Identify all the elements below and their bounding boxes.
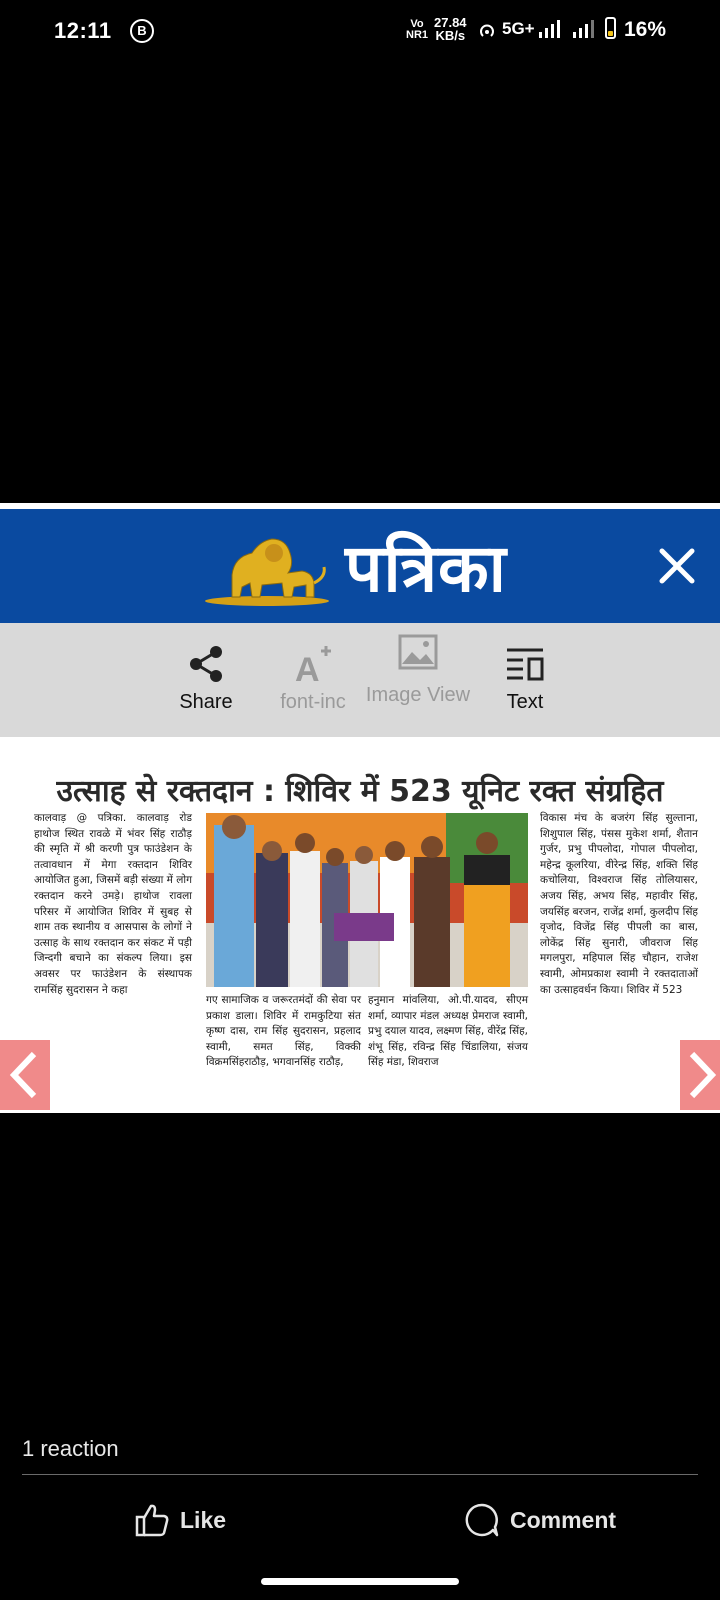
epaper-viewer xyxy=(0,503,720,1113)
battery-icon xyxy=(605,17,616,39)
signal-icon-2 xyxy=(572,20,596,38)
share-label: Share xyxy=(179,691,233,713)
article-column-1: कालवाड़ @ पत्रिका. कालवाड़ रोड हाथोज स्थित रावळे में भंवर सिंह राठौड़ की स्मृति में श्री करणी पुत्र फाउंडेशन के तत्वावधान में मेगा रक्तदान शिविर आयोजित हुआ, जिसमें बड़ी संख्या में लोग रक्तदान करने उमड़े। हाथोज रावला परिसर में आयोजित शिविर में सुबह से शाम तक स्थानीय व आसपास के लोगों ने उत्साह के साथ रक्तदान कर संकट में पड़ी जिन्दगी बचाने का संकल्प लिया। इस अवसर पर फाउंडेशन के संस्थापक रामसिंह सुदरासन ने कहा xyxy=(34,812,193,996)
volte-bottom: NR1 xyxy=(406,29,429,41)
b-badge-icon: B xyxy=(130,19,154,43)
comment-label: Comment xyxy=(510,1506,617,1533)
text-label: Text xyxy=(506,691,544,713)
network-speed xyxy=(434,16,467,42)
article-photo xyxy=(206,813,528,987)
reaction-count[interactable]: 1 reaction xyxy=(22,1436,119,1461)
footer-divider xyxy=(22,1474,698,1475)
font-inc-label: font-inc xyxy=(280,691,346,713)
image-view-label: Image View xyxy=(365,684,471,706)
speed-value: 27.84 xyxy=(434,15,467,30)
close-icon[interactable] xyxy=(652,541,702,591)
viewer-top-border xyxy=(0,503,720,507)
article-column-4: विकास मंच के बजरंग सिंह सुल्ताना, शिशुपाल सिंह, पंसस मुकेश शर्मा, शैतान गुर्जर, प्रभु पीपलोदा, गोपाल पीपलोदा, महेन्द्र कूलरिया, वीरेन्द्र सिंह, शक्ति सिंह कचोलिया, विश्वराज सिंह तोलियासर, अजय सिंह, अभय सिंह, महावीर सिंह, जयसिंह बरजन, राजेंद्र शर्मा, कुलदीप सिंह वृजोद, विजेंद्र सिंह पीपली का बास, लोकेंद्र सिंह सुनारी, जीवराज सिंह मगलपुरा, महिपाल सिंह चौहान, राजेश स्वामी, ओमप्रकाश स्वामी ने रक्तदाताओं का उत्साहवर्धन किया। शिविर में 523 xyxy=(540,812,698,996)
text-view-icon xyxy=(505,647,545,681)
network-type: 5G+ xyxy=(502,19,535,38)
hotspot-icon xyxy=(478,22,496,40)
share-icon xyxy=(188,645,224,683)
article-column-2: गए सामाजिक व जरूरतमंदों की सेवा पर प्रकाश डाला। शिविर में रामकुटिया संत कृष्ण दास, राम सिंह सुदरासन, प्रहलाद स्वामी, समत सिंह, विक्की विक्रमसिंहराठौड़, भगवानसिंह राठौड़, xyxy=(206,994,361,1069)
article-headline: उत्साह से रक्तदान : शिविर में 523 यूनिट रक्त संग्रहित xyxy=(56,774,664,809)
article-clip xyxy=(0,737,720,1113)
comment-icon xyxy=(464,1502,500,1538)
volte-top: Vo xyxy=(410,18,424,30)
home-indicator[interactable] xyxy=(261,1578,459,1585)
thumbs-up-icon xyxy=(134,1502,170,1538)
signal-icon xyxy=(538,20,562,38)
speed-unit: KB/s xyxy=(435,28,466,43)
brand-header xyxy=(0,509,720,623)
status-bar xyxy=(0,0,720,62)
image-view-button[interactable] xyxy=(358,623,478,737)
share-button[interactable] xyxy=(146,623,266,737)
svg-text:A: A xyxy=(295,651,320,689)
article-column-3: हनुमान मांवलिया, ओ.पी.यादव, सीएम शर्मा, व्यापार मंडल अध्यक्ष प्रेमराज स्वामी, प्रभु दयाल यादव, लक्ष्मण सिंह, वीरेंद्र सिंह, शंभू सिंह, रविन्द्र सिंह चिंडालिया, संजय सिंह मंडा, शिवराज xyxy=(368,994,528,1069)
image-icon xyxy=(398,634,438,670)
comment-button[interactable] xyxy=(464,1500,616,1540)
like-label: Like xyxy=(180,1506,227,1533)
chevron-left-icon xyxy=(0,1040,50,1110)
font-increase-icon xyxy=(293,643,333,689)
clock: 12:11 xyxy=(54,18,112,43)
previous-page-button[interactable] xyxy=(0,1040,50,1110)
font-increase-button[interactable] xyxy=(253,623,373,737)
battery-percent: 16% xyxy=(624,18,667,41)
viewer-toolbar xyxy=(0,623,720,737)
next-page-button[interactable] xyxy=(680,1040,720,1110)
lion-logo-icon xyxy=(202,527,332,607)
chevron-right-icon xyxy=(680,1040,720,1110)
volte-indicator xyxy=(406,19,428,41)
like-button[interactable] xyxy=(134,1500,226,1540)
text-view-button[interactable] xyxy=(465,623,585,737)
brand-name: पत्रिका xyxy=(345,530,507,607)
